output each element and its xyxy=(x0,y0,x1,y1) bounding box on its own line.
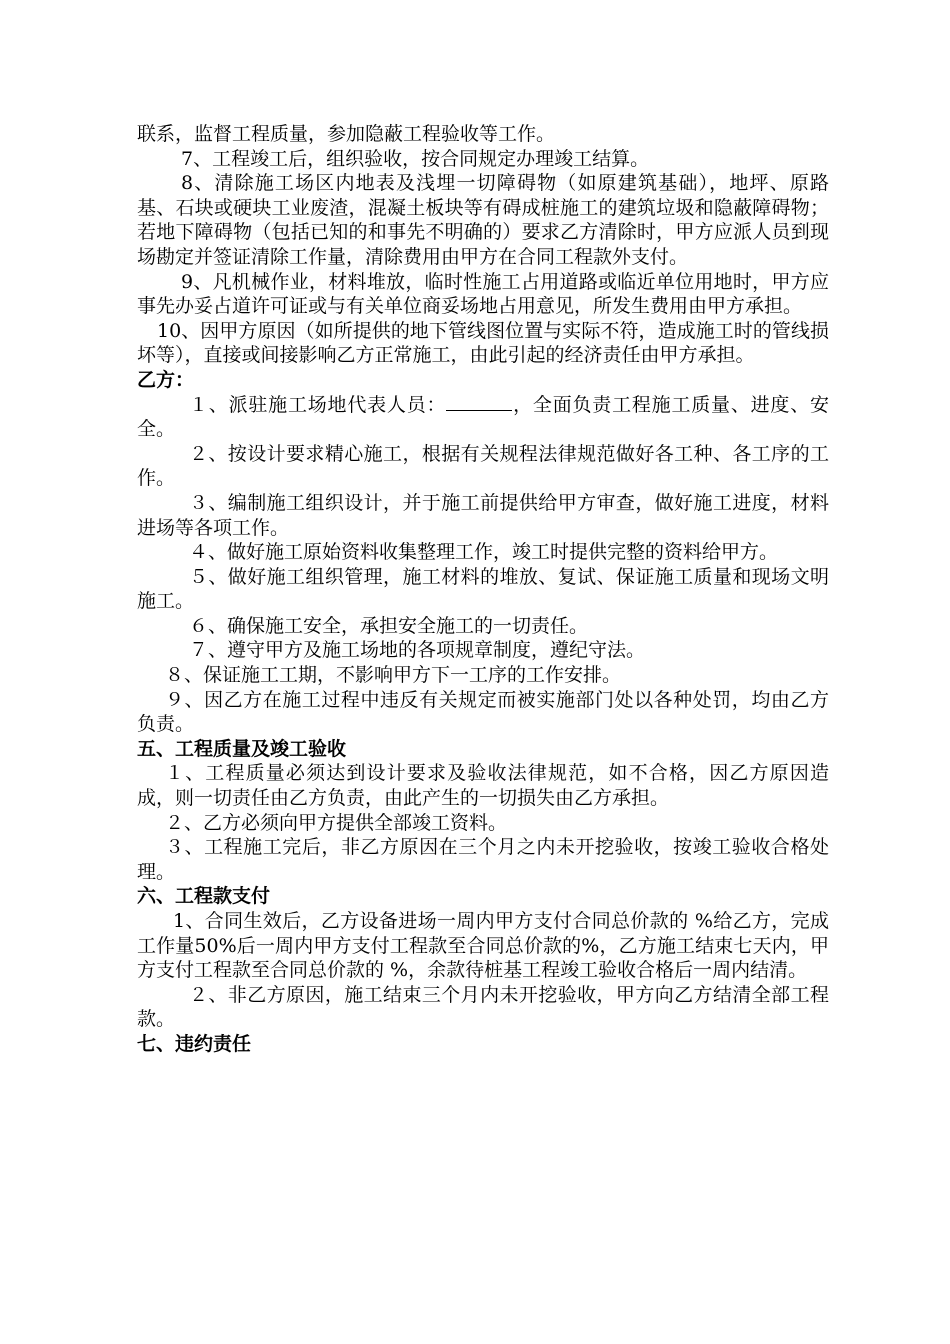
section-heading-yifang: 乙方： xyxy=(137,368,195,391)
section-heading-7: 七、违约责任 xyxy=(137,1032,252,1055)
paragraph: 联系，监督工程质量，参加隐蔽工程验收等工作。 xyxy=(137,123,556,145)
paragraph: 1、合同生效后，乙方设备进场一周内甲方支付合同总价款的 %给乙方，完成工作量50%后一周内甲方支付工程款至合同总价款的%，乙方施工结束七天内，甲方支付工程款至合同总价款的 %，余款待桩基工程竣工验收合格后一周内结清。 xyxy=(137,910,829,982)
section-heading-5: 五、工程质量及竣工验收 xyxy=(137,737,347,760)
paragraph: ３、工程施工完后，非乙方原因在三个月之内未开挖验收，按竣工验收合格处理。 xyxy=(137,836,829,883)
paragraph-text: １、派驻施工场地代表人员： xyxy=(189,393,447,416)
paragraph: 7、工程竣工后，组织验收，按合同规定办理竣工结算。 xyxy=(181,147,650,170)
paragraph: １、工程质量必须达到设计要求及验收法律规范，如不合格，因乙方原因造成，则一切责任由乙方负责，由此产生的一切损失由乙方承担。 xyxy=(137,762,829,810)
paragraph: ５、做好施工组织管理，施工材料的堆放、复试、保证施工质量和现场文明施工。 xyxy=(137,565,829,613)
paragraph: ２、按设计要求精心施工，根据有关规程法律规范做好各工种、各工序的工作。 xyxy=(137,442,829,490)
paragraph: 10、因甲方原因（如所提供的地下管线图位置与实际不符，造成施工时的管线损坏等），直接或间接影响乙方正常施工，由此引起的经济责任由甲方承担。 xyxy=(137,319,829,367)
paragraph: ８、保证施工工期，不影响甲方下一工序的工作安排。 xyxy=(165,664,622,687)
paragraph: ４、做好施工原始资料收集整理工作，竣工时提供完整的资料给甲方。 xyxy=(189,541,779,564)
paragraph: 9、凡机械作业，材料堆放，临时性施工占用道路或临近单位用地时，甲方应事先办妥占道许可证或与有关单位商妥场地占用意见，所发生费用由甲方承担。 xyxy=(137,270,829,318)
paragraph-text: ，全面负责工程施工质量、进度、安全。 xyxy=(137,393,829,441)
paragraph xyxy=(137,393,829,442)
paragraph: ７、遵守甲方及施工场地的各项规章制度，遵纪守法。 xyxy=(189,639,646,662)
paragraph: ２、非乙方原因，施工结束三个月内未开挖验收，甲方向乙方结清全部工程款。 xyxy=(137,983,829,1031)
paragraph: 8、清除施工场区内地表及浅埋一切障碍物（如原建筑基础），地坪、原路基、石块或硬块工业废渣，混凝土板块等有碍成桩施工的建筑垃圾和隐蔽障碍物；若地下障碍物（包括已知的和事先不明确的）要求乙方清除时，甲方应派人员到现场勘定并签证清除工作量，清除费用由甲方在合同工程款外支付。 xyxy=(137,172,829,268)
paragraph: ６、确保施工安全，承担安全施工的一切责任。 xyxy=(189,614,589,637)
paragraph: ９、因乙方在施工过程中违反有关规定而被实施部门处以各种处罚，均由乙方负责。 xyxy=(137,688,829,736)
paragraph: ２、乙方必须向甲方提供全部竣工资料。 xyxy=(165,811,508,834)
document-page xyxy=(137,122,829,1057)
section-heading-6: 六、工程款支付 xyxy=(137,885,271,908)
paragraph: ３、编制施工组织设计，并于施工前提供给甲方审查，做好施工进度，材料进场等各项工作。 xyxy=(137,491,829,539)
fill-in-blank xyxy=(446,394,512,411)
